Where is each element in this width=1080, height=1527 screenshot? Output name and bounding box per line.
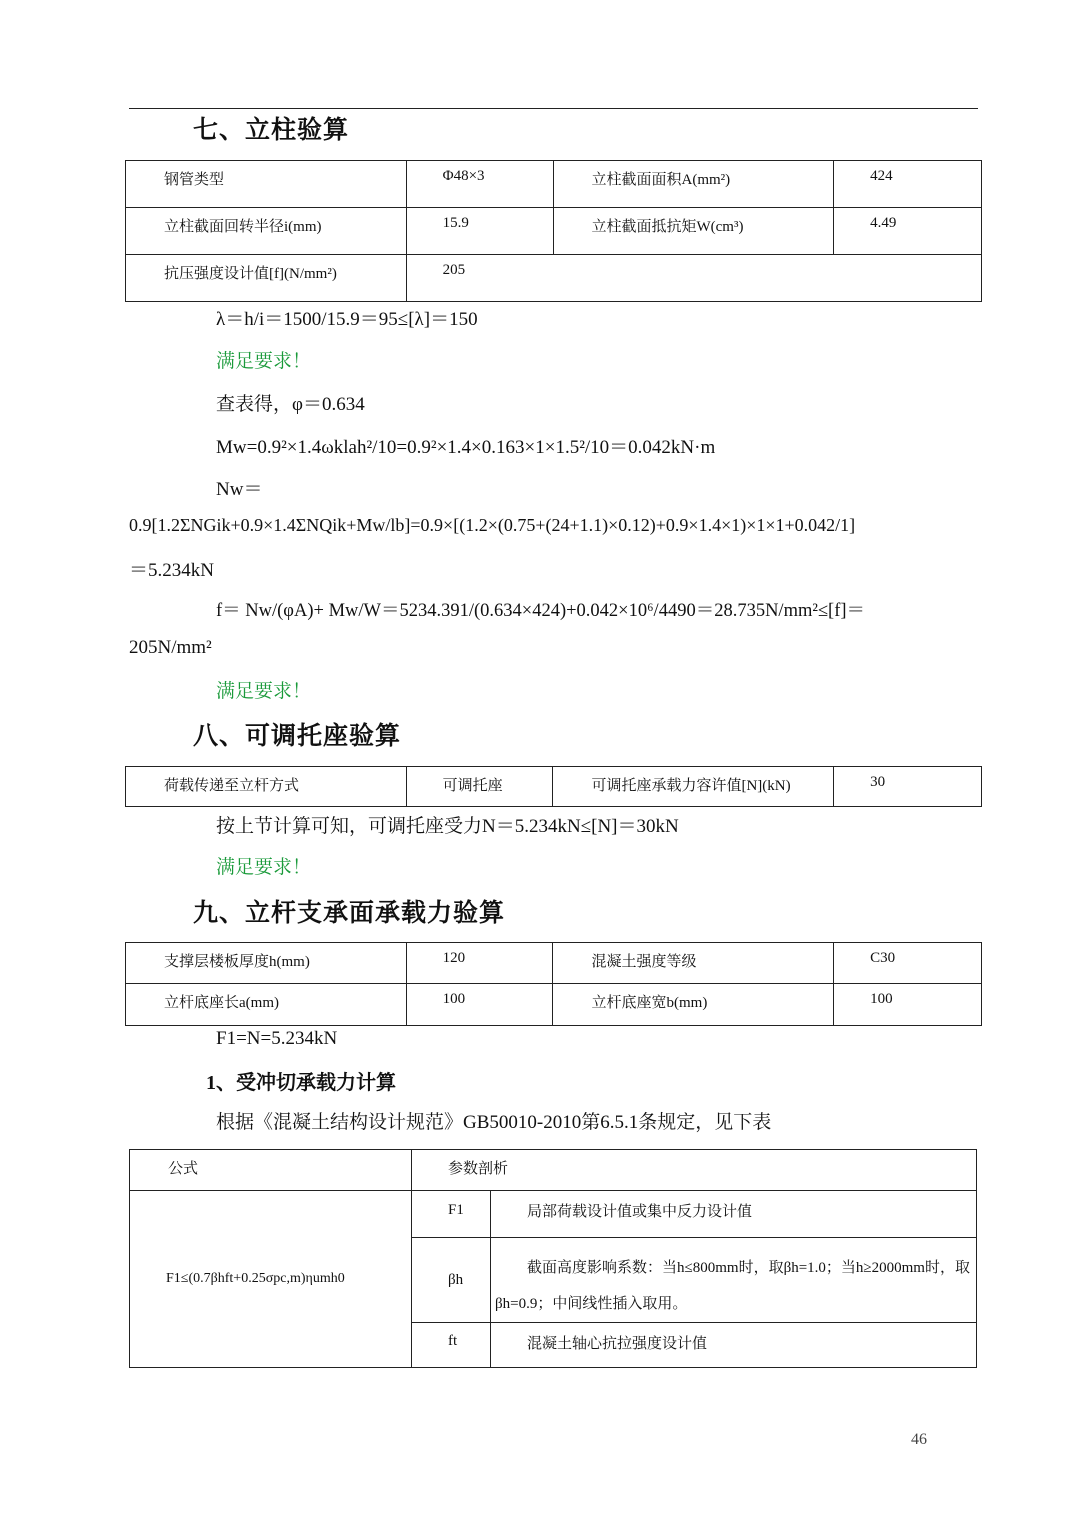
description-cell: 局部荷载设计值或集中反力设计值 [491,1191,977,1238]
symbol-cell: βh [412,1238,491,1323]
pass-note: 满足要求！ [216,351,312,372]
support-load-line: 按上节计算可知，可调托座受力N＝5.234kN≤[N]＝30kN [216,816,679,837]
table-cell: 立杆底座长a(mm) [126,984,407,1026]
table-cell: 立柱截面抵抗矩W(cm³) [553,208,834,255]
table-cell: 抗压强度设计值[f](N/mm²) [126,255,407,302]
table-cell: Φ48×3 [406,161,553,208]
punching-formula-table [129,1149,977,1368]
nw-result: ＝5.234kN [129,560,214,581]
table-cell: 可调托座承载力容许值[N](kN) [553,767,834,807]
table-cell: 可调托座 [406,767,553,807]
section-title-7: 七、立柱验算 [193,117,350,144]
section-title-8: 八、可调托座验算 [193,723,402,750]
nw-label: Nw＝ [216,479,263,500]
f-tail: 205N/mm² [129,637,212,658]
table-cell: 4.49 [834,208,982,255]
adjustable-support-table [125,766,982,807]
bearing-surface-table [125,942,982,1026]
pass-note: 满足要求！ [216,857,312,878]
column-params-table [125,160,982,302]
table-cell: 立杆底座宽b(mm) [553,984,834,1026]
table-header-cell: 公式 [130,1150,412,1191]
code-reference-line: 根据《混凝土结构设计规范》GB50010-2010第6.5.1条规定，见下表 [216,1112,772,1133]
nw-formula: 0.9[1.2ΣNGik+0.9×1.4ΣNQik+Mw/lb]=0.9×[(1.2×(0.75+(24+1.1)×0.12)+0.9×1.4×1)×1×1+0.042/1] [129,515,856,535]
table-header-cell: 参数剖析 [412,1150,977,1191]
table-cell: 混凝土强度等级 [553,943,834,984]
f-line: f＝ Nw/(φA)+ Mw/W＝5234.391/(0.634×424)+0.042×10⁶/4490＝28.735N/mm²≤[f]＝ [216,601,866,621]
subsection-title: 1、受冲切承载力计算 [206,1072,396,1094]
section-title-9: 九、立杆支承面承载力验算 [193,900,506,927]
table-cell: 支撑层楼板厚度h(mm) [126,943,407,984]
mw-line: Mw=0.9²×1.4ωklah²/10=0.9²×1.4×0.163×1×1.5²/10＝0.042kN·m [216,437,716,458]
pass-note: 满足要求！ [216,681,312,702]
page-number: 46 [911,1431,927,1448]
table-cell: 205 [406,255,981,302]
table-cell: 30 [834,767,982,807]
table-cell: 120 [406,943,553,984]
table-cell: 荷载传递至立杆方式 [126,767,407,807]
formula-cell: F1≤(0.7βhft+0.25σpc,m)ηumh0 [130,1191,412,1368]
table-cell: 100 [406,984,553,1026]
symbol-cell: ft [412,1323,491,1368]
table-cell: C30 [834,943,982,984]
header-rule [129,108,978,109]
symbol-cell: F1 [412,1191,491,1238]
description-cell: 混凝土轴心抗拉强度设计值 [491,1323,977,1368]
table-cell: 立柱截面面积A(mm²) [553,161,834,208]
table-cell: 424 [834,161,982,208]
lambda-line: λ＝h/i＝1500/15.9＝95≤[λ]＝150 [216,309,478,330]
description-cell: 截面高度影响系数：当h≤800mm时，取βh=1.0；当h≥2000mm时，取βh=0.9；中间线性插入取用。 [491,1238,977,1323]
table-cell: 立柱截面回转半径i(mm) [126,208,407,255]
table-cell: 100 [834,984,982,1026]
f1-line: F1=N=5.234kN [216,1028,338,1049]
phi-line: 查表得，φ＝0.634 [216,394,365,415]
table-cell: 15.9 [406,208,553,255]
table-cell: 钢管类型 [126,161,407,208]
